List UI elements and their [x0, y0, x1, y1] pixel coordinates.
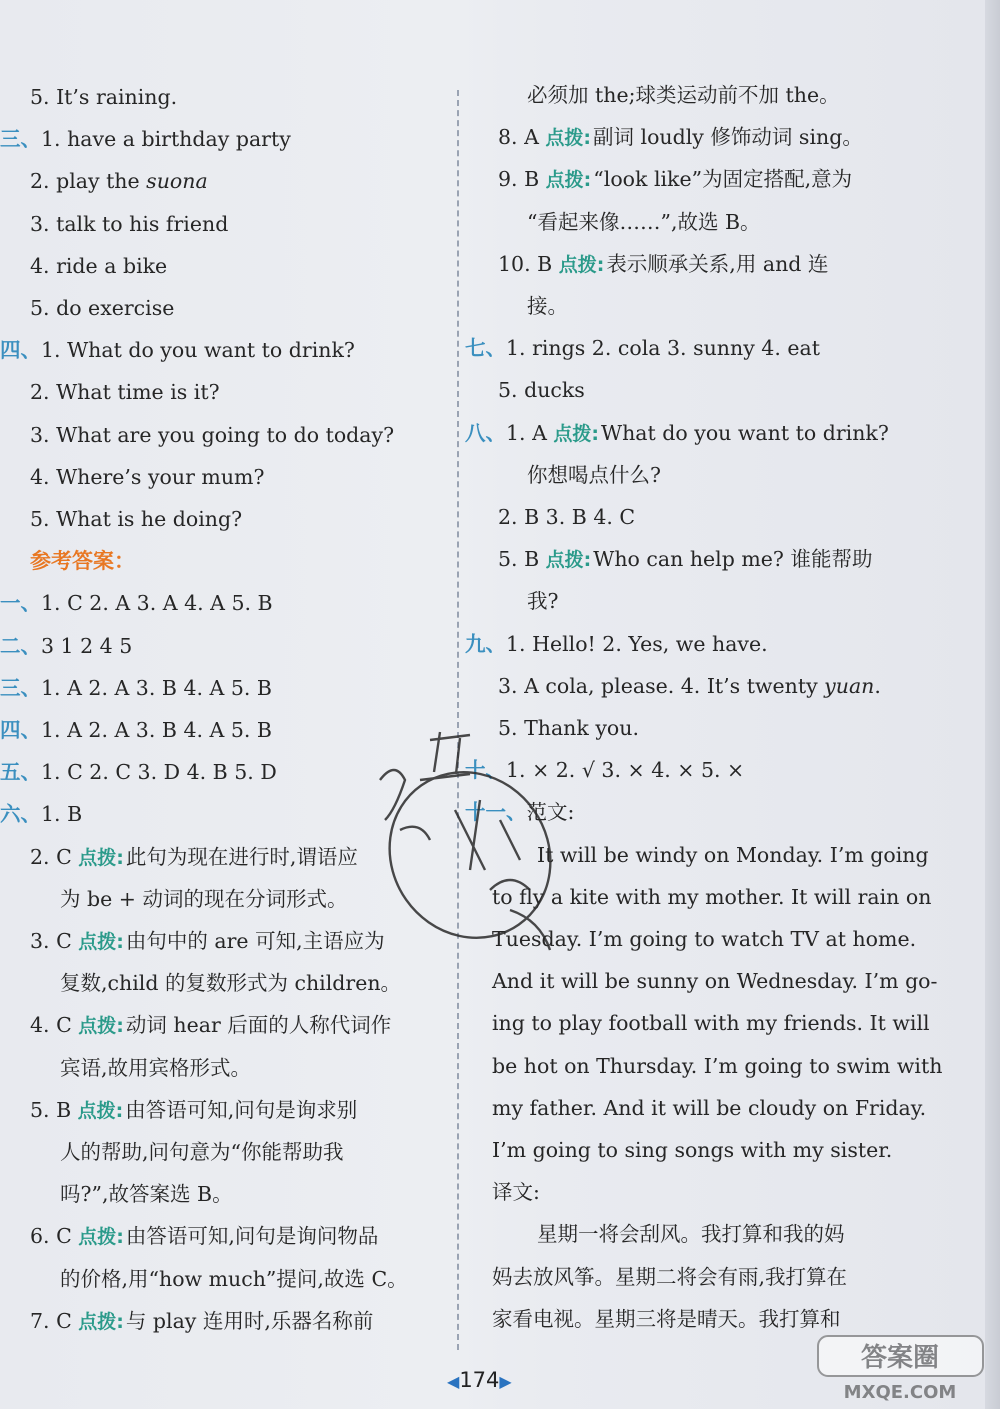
- right-line: [492, 1051, 942, 1081]
- right-line: [527, 460, 661, 490]
- line-text: 2. B 3. B 4. C: [498, 505, 636, 529]
- line-text: 3. C: [30, 929, 79, 953]
- left-line: [0, 588, 273, 618]
- line-text: 3. What are you going to do today?: [30, 422, 395, 447]
- line-text: 译文:: [492, 1180, 540, 1205]
- left-line: [60, 1137, 344, 1167]
- left-line: [0, 124, 291, 154]
- left-line: [60, 1053, 251, 1083]
- left-line: [60, 1179, 233, 1209]
- right-line: [465, 418, 889, 449]
- line-text: 3 1 2 4 5: [41, 633, 133, 658]
- line-text: 的价格,用“how much”提问,故选 C。: [60, 1266, 408, 1291]
- line-text: 4. C: [30, 1013, 79, 1038]
- hint-label: 点拨:: [77, 1099, 124, 1122]
- right-line: [492, 1177, 540, 1207]
- line-text: 范文:: [526, 800, 575, 825]
- mxqe-logo: [810, 1330, 990, 1405]
- right-line: [527, 80, 840, 110]
- hint-label: 点拨:: [545, 169, 592, 192]
- line-text: 4. Where’s your mum?: [30, 464, 265, 489]
- line-text: 必须加 the;球类运动前不加 the。: [527, 83, 840, 107]
- hint-text: 动词 hear 后面的人称代词作: [125, 1013, 392, 1038]
- left-line: [30, 926, 385, 957]
- left-line: [60, 884, 347, 914]
- line-text: 5. do exercise: [30, 296, 175, 320]
- line-text: 4. ride a bike: [30, 253, 168, 278]
- line-text: 接。: [527, 294, 568, 318]
- svg-text:MXQE.COM: MXQE.COM: [843, 1382, 957, 1403]
- line-text: 6. C: [30, 1224, 79, 1249]
- line-text: be hot on Thursday. I’m going to swim with: [492, 1053, 943, 1078]
- right-line: [492, 1008, 930, 1038]
- line-text: 1. C 2. A 3. A 4. A 5. B: [41, 591, 273, 616]
- left-line: [0, 673, 272, 703]
- line-text: 1. have a birthday party: [41, 127, 291, 152]
- section-number: 八、: [465, 420, 506, 445]
- page-number-value: 174: [459, 1368, 500, 1392]
- line-text: 3. talk to his friend: [30, 211, 229, 236]
- line-text: 1. A 2. A 3. B 4. A 5. B: [41, 718, 272, 742]
- right-line: [492, 1093, 926, 1123]
- right-line: [498, 671, 881, 701]
- line-text-after: .: [874, 673, 881, 698]
- left-line: [30, 293, 174, 323]
- left-line: [30, 251, 167, 281]
- right-line: [492, 1304, 841, 1334]
- section-number: 七、: [465, 336, 506, 361]
- left-line: [60, 968, 401, 998]
- hint-label: 点拨:: [545, 549, 592, 572]
- line-text: 1. C 2. C 3. D 4. B 5. D: [41, 760, 277, 785]
- line-text: 1. Hello! 2. Yes, we have.: [506, 631, 768, 656]
- hint-label: 点拨:: [78, 1310, 124, 1333]
- line-text: 我?: [527, 589, 559, 614]
- left-line: [30, 82, 177, 112]
- line-text: 8. A: [498, 125, 546, 150]
- section-number: 二、: [0, 633, 41, 658]
- left-line: [0, 799, 82, 829]
- line-text: 妈去放风筝。星期二将会有雨,我打算在: [492, 1264, 848, 1289]
- page-next-arrow-icon: ▶: [499, 1372, 512, 1391]
- right-line: [492, 1262, 847, 1292]
- right-line: [498, 544, 872, 575]
- line-text: Tuesday. I’m going to watch TV at home.: [492, 927, 917, 951]
- line-text: “看起来像……”,故选 B。: [527, 209, 761, 234]
- right-line: [537, 840, 929, 870]
- line-text: 复数,child 的复数形式为 children。: [60, 971, 402, 996]
- hint-text: 由句中的 are 可知,主语应为: [125, 929, 385, 953]
- hint-text: 由答语可知,问句是询求别: [125, 1097, 358, 1122]
- section-number: 五、: [0, 760, 41, 785]
- right-line: [465, 629, 768, 659]
- hint-text: “look like”为固定搭配,意为: [593, 167, 853, 192]
- line-text: 为 be + 动词的现在分词形式。: [60, 886, 348, 911]
- italic-term: yuan: [824, 673, 875, 698]
- right-line: [465, 333, 820, 363]
- left-line: [30, 1306, 373, 1337]
- line-text: 3. A cola, please. 4. It’s twenty: [498, 673, 825, 698]
- right-line: [498, 164, 852, 195]
- line-text: 星期一将会刮风。我打算和我的妈: [537, 1222, 845, 1247]
- section-number: 十一、: [465, 800, 527, 825]
- left-line: [0, 335, 355, 365]
- book-spine-shadow: [985, 0, 1000, 1409]
- line-text: 1. A 2. A 3. B 4. A 5. B: [41, 675, 272, 700]
- right-line: [527, 586, 559, 616]
- page-prev-arrow-icon: ◀: [447, 1372, 460, 1391]
- left-line: [0, 631, 132, 661]
- right-line: [498, 502, 635, 532]
- hint-label: 点拨:: [78, 846, 124, 869]
- hint-label: 点拨:: [78, 931, 124, 953]
- line-text: 吗?”,故答案选 B。: [60, 1182, 233, 1207]
- line-text: It will be windy on Monday. I’m going: [537, 842, 929, 867]
- line-text: 家看电视。星期三将是晴天。我打算和: [492, 1306, 841, 1331]
- watermark-stamp: [360, 720, 580, 980]
- line-text: 你想喝点什么?: [527, 462, 661, 487]
- line-text: 1. A: [506, 420, 554, 445]
- line-text: 5. ducks: [498, 378, 585, 403]
- hint-label: 点拨:: [78, 1015, 124, 1038]
- line-text: 1. × 2. √ 3. × 4. × 5. ×: [506, 758, 745, 783]
- line-text: 5. Thank you.: [498, 716, 639, 740]
- italic-term: suona: [146, 169, 208, 194]
- hint-text: What do you want to drink?: [601, 420, 889, 445]
- right-line: [527, 207, 761, 237]
- line-text: 宾语,故用宾格形式。: [60, 1055, 252, 1080]
- right-line: [492, 1135, 892, 1165]
- hint-text: Who can help me? 谁能帮助: [593, 547, 873, 572]
- hint-label: 点拨:: [78, 1226, 124, 1249]
- right-line: [498, 249, 828, 280]
- line-text: 2. C: [30, 844, 79, 869]
- left-line: [30, 1221, 378, 1252]
- line-text: I’m going to sing songs with my sister.: [492, 1138, 893, 1162]
- right-line: [537, 1219, 845, 1249]
- section-number: 三、: [0, 127, 41, 152]
- right-line: [498, 375, 585, 405]
- left-line: [30, 420, 394, 450]
- line-text: to fly a kite with my mother. It will rain on: [492, 884, 932, 909]
- line-text: 1. What do you want to drink?: [41, 338, 355, 363]
- hint-text: 表示顺承关系,用 and 连: [606, 251, 829, 276]
- hint-text: 副词 loudly 修饰动词 sing。: [593, 125, 863, 150]
- right-line: [498, 122, 863, 153]
- hint-text: 由答语可知,问句是询问物品: [125, 1224, 379, 1249]
- hint-label: 点拨:: [553, 422, 600, 445]
- section-number: 四、: [0, 338, 41, 363]
- svg-text:答案圈: 答案圈: [860, 1343, 940, 1373]
- line-text: 5. B: [30, 1097, 78, 1122]
- left-line: [30, 1095, 357, 1126]
- line-text: 2. play the: [30, 169, 147, 194]
- left-line: [30, 504, 242, 534]
- left-line: [60, 1264, 408, 1294]
- right-line: [527, 291, 568, 321]
- line-text: And it will be sunny on Wednesday. I’m go-: [492, 969, 938, 994]
- left-line: [30, 377, 220, 407]
- left-line: [30, 209, 228, 239]
- left-line: [0, 757, 277, 787]
- hint-label: 点拨:: [545, 127, 592, 150]
- line-text: 5. It’s raining.: [30, 85, 178, 109]
- section-number: 十、: [465, 758, 506, 783]
- line-text: 2. What time is it?: [30, 380, 220, 405]
- section-number: 一、: [0, 591, 41, 616]
- line-text: 1. rings 2. cola 3. sunny 4. eat: [506, 336, 820, 361]
- line-text: 1. B: [41, 802, 83, 827]
- line-text: my father. And it will be cloudy on Friday.: [492, 1095, 927, 1120]
- left-line: [0, 715, 272, 745]
- section-number: 四、: [0, 718, 41, 742]
- line-text: 5. B: [498, 547, 546, 572]
- left-line: [30, 1010, 391, 1041]
- line-text: 7. C: [30, 1308, 79, 1333]
- line-text: ing to play football with my friends. It will: [492, 1011, 930, 1036]
- line-text: 10. B: [498, 251, 559, 276]
- section-number: 九、: [465, 631, 506, 656]
- line-text: 9. B: [498, 167, 546, 192]
- line-text: 人的帮助,问句意为“你能帮助我: [60, 1140, 344, 1164]
- section-number: 三、: [0, 675, 41, 700]
- hint-text: 与 play 连用时,乐器名称前: [125, 1308, 374, 1333]
- left-line: [30, 166, 208, 196]
- hint-label: 点拨:: [558, 253, 605, 276]
- page-number: [447, 1368, 512, 1392]
- left-line: [30, 546, 135, 576]
- left-line: [30, 462, 264, 492]
- hint-text: 此句为现在进行时,谓语应: [125, 844, 358, 869]
- section-number: 六、: [0, 802, 41, 827]
- answer-key-heading: 参考答案：: [30, 549, 135, 574]
- line-text: 5. What is he doing?: [30, 507, 243, 531]
- left-line: [30, 842, 358, 873]
